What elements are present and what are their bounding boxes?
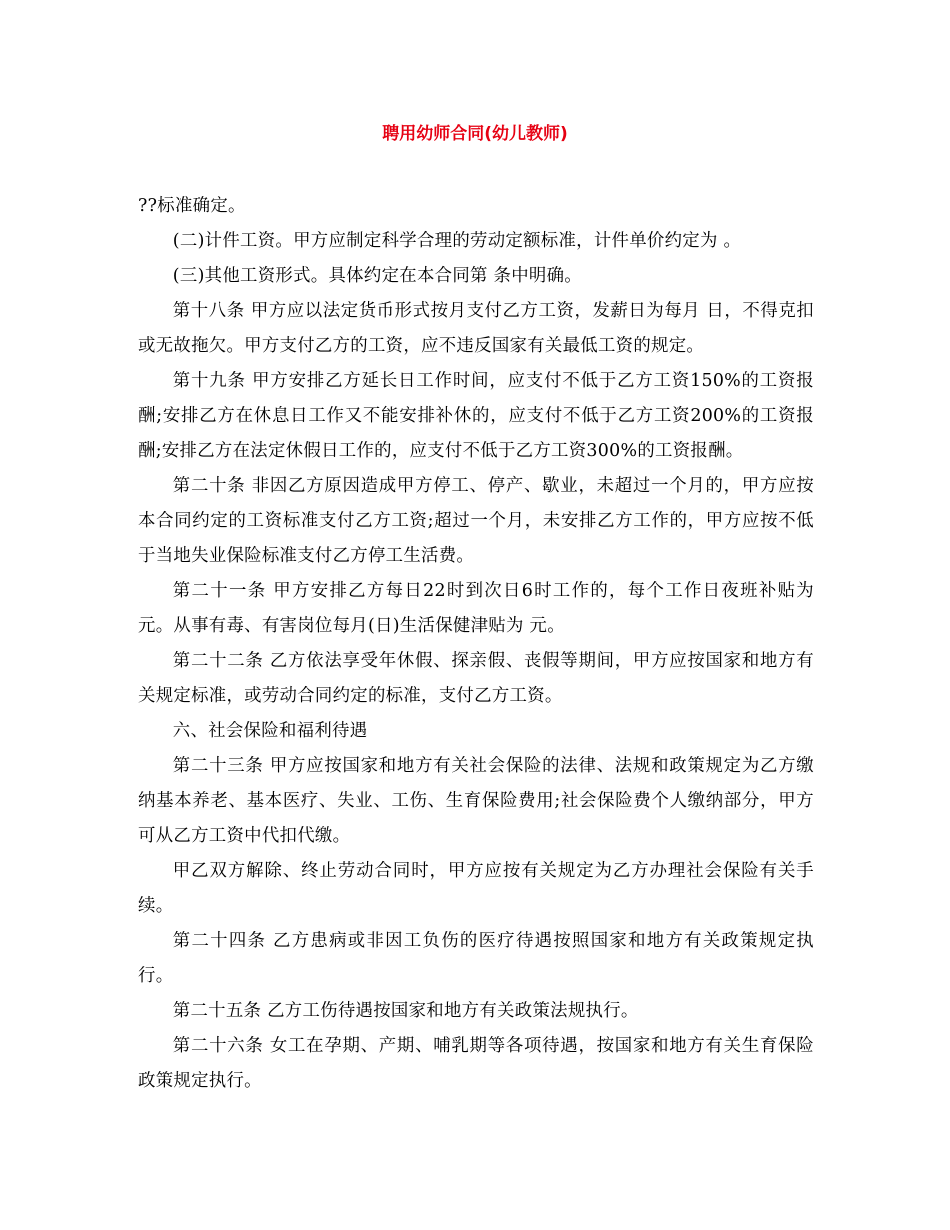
paragraph-piece-wage: (二)计件工资。甲方应制定科学合理的劳动定额标准，计件单价约定为 。	[172, 231, 742, 251]
paragraph-other-wage: (三)其他工资形式。具体约定在本合同第 条中明确。	[172, 266, 582, 286]
paragraph-article-24: 第二十四条 乙方患病或非因工负伤的医疗待遇按照国家和地方有关政策规定执行。	[138, 931, 814, 986]
paragraph-insurance-procedures: 甲乙双方解除、终止劳动合同时，甲方应按有关规定为乙方办理社会保险有关手续。	[138, 861, 814, 916]
paragraph-article-21: 第二十一条 甲方安排乙方每日22时到次日6时工作的，每个工作日夜班补贴为 元。从事有毒、有害岗位每月(日)生活保健津贴为 元。	[138, 581, 814, 636]
paragraph-article-23: 第二十三条 甲方应按国家和地方有关社会保险的法律、法规和政策规定为乙方缴纳基本养老、基本医疗、失业、工伤、生育保险费用;社会保险费个人缴纳部分，甲方可从乙方工资中代扣代缴。	[138, 756, 814, 846]
paragraph-article-19: 第十九条 甲方安排乙方延长日工作时间，应支付不低于乙方工资150%的工资报酬;安排乙方在休息日工作又不能安排补休的，应支付不低于乙方工资200%的工资报酬;安排乙方在法定休假日工作的，应支付不低于乙方工资300%的工资报酬。	[138, 371, 814, 461]
section-heading-social-insurance: 六、社会保险和福利待遇	[172, 721, 368, 741]
paragraph-article-18: 第十八条 甲方应以法定货币形式按月支付乙方工资，发薪日为每月 日，不得克扣或无故拖欠。甲方支付乙方的工资，应不违反国家有关最低工资的规定。	[138, 301, 814, 356]
paragraph-article-26: 第二十六条 女工在孕期、产期、哺乳期等各项待遇，按国家和地方有关生育保险政策规定执行。	[138, 1036, 814, 1091]
document-title: 聘用幼师合同(幼儿教师)	[382, 124, 568, 144]
paragraph-article-20: 第二十条 非因乙方原因造成甲方停工、停产、歇业，未超过一个月的，甲方应按本合同约定的工资标准支付乙方工资;超过一个月，未安排乙方工作的，甲方应按不低于当地失业保险标准支付乙方停工生活费。	[138, 476, 814, 566]
document-body	[138, 189, 814, 1099]
paragraph-article-25: 第二十五条 乙方工伤待遇按国家和地方有关政策法规执行。	[172, 1001, 639, 1021]
paragraph-continuation: ??标准确定。	[138, 196, 246, 216]
paragraph-article-22: 第二十二条 乙方依法享受年休假、探亲假、丧假等期间，甲方应按国家和地方有关规定标准，或劳动合同约定的标准，支付乙方工资。	[138, 651, 814, 706]
